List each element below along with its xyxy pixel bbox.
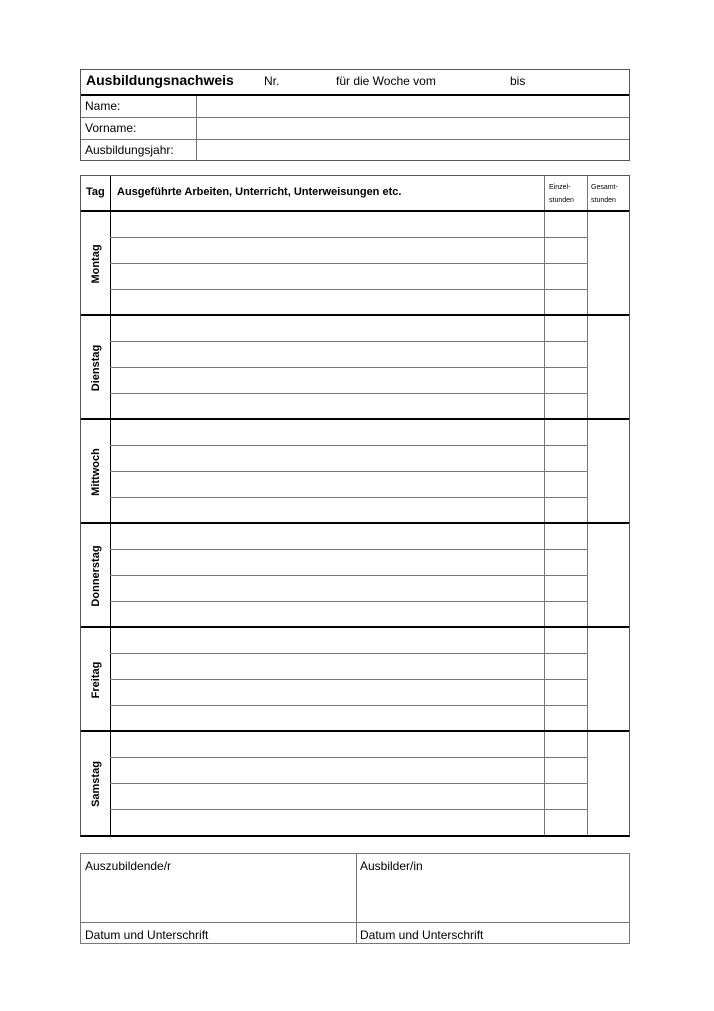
gesamtstunden-field[interactable] — [587, 212, 630, 314]
einzelstunden-field[interactable] — [544, 342, 587, 367]
einzelstunden-field[interactable] — [544, 498, 587, 524]
activity-field[interactable] — [110, 784, 544, 809]
activity-field[interactable] — [110, 654, 544, 679]
gesamtstunden-field[interactable] — [587, 732, 630, 836]
activity-field[interactable] — [110, 212, 544, 237]
vorname-row — [81, 118, 629, 140]
gesamt-line-2: stunden — [591, 197, 616, 204]
activity-row — [110, 368, 587, 394]
day-label-cell — [81, 628, 110, 732]
day-section-samstag — [81, 732, 629, 836]
einzel-line-1: Einzel- — [549, 184, 571, 191]
einzelstunden-field[interactable] — [544, 420, 587, 445]
gesamtstunden-field[interactable] — [587, 524, 630, 626]
einzelstunden-field[interactable] — [544, 368, 587, 393]
einzelstunden-field[interactable] — [544, 472, 587, 497]
activity-field[interactable] — [110, 602, 544, 628]
weekly-activity-table — [80, 175, 630, 837]
document-title: Ausbildungsnachweis — [86, 72, 234, 88]
activity-row — [110, 680, 587, 706]
activity-row — [110, 784, 587, 810]
activity-row — [110, 290, 587, 316]
vorname-field[interactable] — [196, 118, 629, 139]
activity-row — [110, 550, 587, 576]
ausbildungsjahr-row — [81, 140, 629, 160]
vorname-label: Vorname: — [85, 121, 137, 135]
day-section-dienstag — [81, 316, 629, 420]
signature-divider — [356, 854, 357, 943]
einzelstunden-field[interactable] — [544, 732, 587, 757]
day-section-montag — [81, 212, 629, 316]
day-section-donnerstag — [81, 524, 629, 628]
gesamtstunden-field[interactable] — [587, 316, 630, 418]
activity-field[interactable] — [110, 290, 544, 316]
einzelstunden-field[interactable] — [544, 576, 587, 601]
activity-field[interactable] — [110, 498, 544, 524]
day-label-cell — [81, 212, 110, 316]
day-name: Samstag — [89, 761, 102, 807]
column-header-tag: Tag — [86, 186, 105, 198]
activity-row — [110, 498, 587, 524]
azubi-label: Auszubildende/r — [85, 859, 172, 873]
einzelstunden-field[interactable] — [544, 602, 587, 628]
activity-row — [110, 602, 587, 628]
einzelstunden-field[interactable] — [544, 290, 587, 316]
gesamt-line-1: Gesamt- — [591, 184, 618, 191]
day-label-cell — [81, 420, 110, 524]
activity-row — [110, 810, 587, 836]
activity-row — [110, 758, 587, 784]
day-section-mittwoch — [81, 420, 629, 524]
activity-field[interactable] — [110, 420, 544, 445]
einzelstunden-field[interactable] — [544, 758, 587, 783]
einzelstunden-field[interactable] — [544, 784, 587, 809]
activity-row — [110, 472, 587, 498]
day-label-cell — [81, 316, 110, 420]
gesamtstunden-field[interactable] — [587, 420, 630, 522]
activity-field[interactable] — [110, 810, 544, 836]
name-row — [81, 96, 629, 118]
activity-row — [110, 706, 587, 732]
ausbilder-label: Ausbilder/in — [360, 859, 423, 873]
gesamtstunden-field[interactable] — [587, 628, 630, 730]
day-name: Donnerstag — [89, 545, 102, 607]
activity-row — [110, 420, 587, 446]
activity-row — [110, 576, 587, 602]
column-header-einzelstunden — [549, 181, 574, 207]
activity-field[interactable] — [110, 524, 544, 549]
day-name: Freitag — [89, 661, 102, 699]
day-name: Montag — [89, 244, 102, 284]
ausbildungsjahr-label: Ausbildungsjahr: — [85, 143, 174, 157]
day-section-freitag — [81, 628, 629, 732]
activity-row — [110, 446, 587, 472]
einzelstunden-field[interactable] — [544, 394, 587, 420]
activity-field[interactable] — [110, 758, 544, 783]
einzelstunden-field[interactable] — [544, 264, 587, 289]
einzelstunden-field[interactable] — [544, 316, 587, 341]
einzelstunden-field[interactable] — [544, 628, 587, 653]
activity-field[interactable] — [110, 550, 544, 575]
einzelstunden-field[interactable] — [544, 524, 587, 549]
nr-label: Nr. — [264, 74, 280, 88]
azubi-date-signature-label: Datum und Unterschrift — [85, 928, 209, 942]
day-name: Dienstag — [89, 344, 102, 392]
column-header-arbeiten: Ausgeführte Arbeiten, Unterricht, Unterweisungen etc. — [117, 186, 402, 198]
signature-box — [80, 853, 630, 944]
activity-row — [110, 654, 587, 680]
activity-row — [110, 264, 587, 290]
activity-field[interactable] — [110, 446, 544, 471]
activity-row — [110, 342, 587, 368]
name-label: Name: — [85, 99, 121, 113]
activity-field[interactable] — [110, 628, 544, 653]
activity-field[interactable] — [110, 342, 544, 367]
einzelstunden-field[interactable] — [544, 212, 587, 237]
day-label-cell — [81, 732, 110, 836]
einzel-line-2: stunden — [549, 197, 574, 204]
activity-row — [110, 316, 587, 342]
ausbildungsjahr-field[interactable] — [196, 140, 629, 160]
activity-field[interactable] — [110, 368, 544, 393]
activity-row — [110, 238, 587, 264]
einzelstunden-field[interactable] — [544, 680, 587, 705]
einzelstunden-field[interactable] — [544, 238, 587, 263]
einzelstunden-field[interactable] — [544, 810, 587, 836]
activity-row — [110, 212, 587, 238]
activity-field[interactable] — [110, 472, 544, 497]
activity-field[interactable] — [110, 264, 544, 289]
week-from-label: für die Woche vom — [336, 74, 436, 88]
ausbilder-date-signature-label: Datum und Unterschrift — [360, 928, 484, 942]
activity-field[interactable] — [110, 576, 544, 601]
activity-field[interactable] — [110, 732, 544, 757]
activity-row — [110, 628, 587, 654]
activity-row — [110, 732, 587, 758]
report-header-box — [80, 69, 630, 161]
activity-field[interactable] — [110, 706, 544, 732]
week-to-label: bis — [510, 74, 526, 88]
einzelstunden-field[interactable] — [544, 550, 587, 575]
day-label-cell — [81, 524, 110, 628]
column-header-gesamtstunden — [591, 181, 618, 207]
activity-field[interactable] — [110, 316, 544, 341]
activity-field[interactable] — [110, 238, 544, 263]
einzelstunden-field[interactable] — [544, 706, 587, 732]
name-field[interactable] — [196, 96, 629, 117]
table-header — [81, 176, 629, 212]
day-name: Mittwoch — [89, 448, 102, 496]
einzelstunden-field[interactable] — [544, 446, 587, 471]
title-row — [81, 70, 629, 96]
activity-row — [110, 394, 587, 420]
activity-field[interactable] — [110, 394, 544, 420]
activity-row — [110, 524, 587, 550]
signature-line — [81, 922, 629, 923]
einzelstunden-field[interactable] — [544, 654, 587, 679]
activity-field[interactable] — [110, 680, 544, 705]
